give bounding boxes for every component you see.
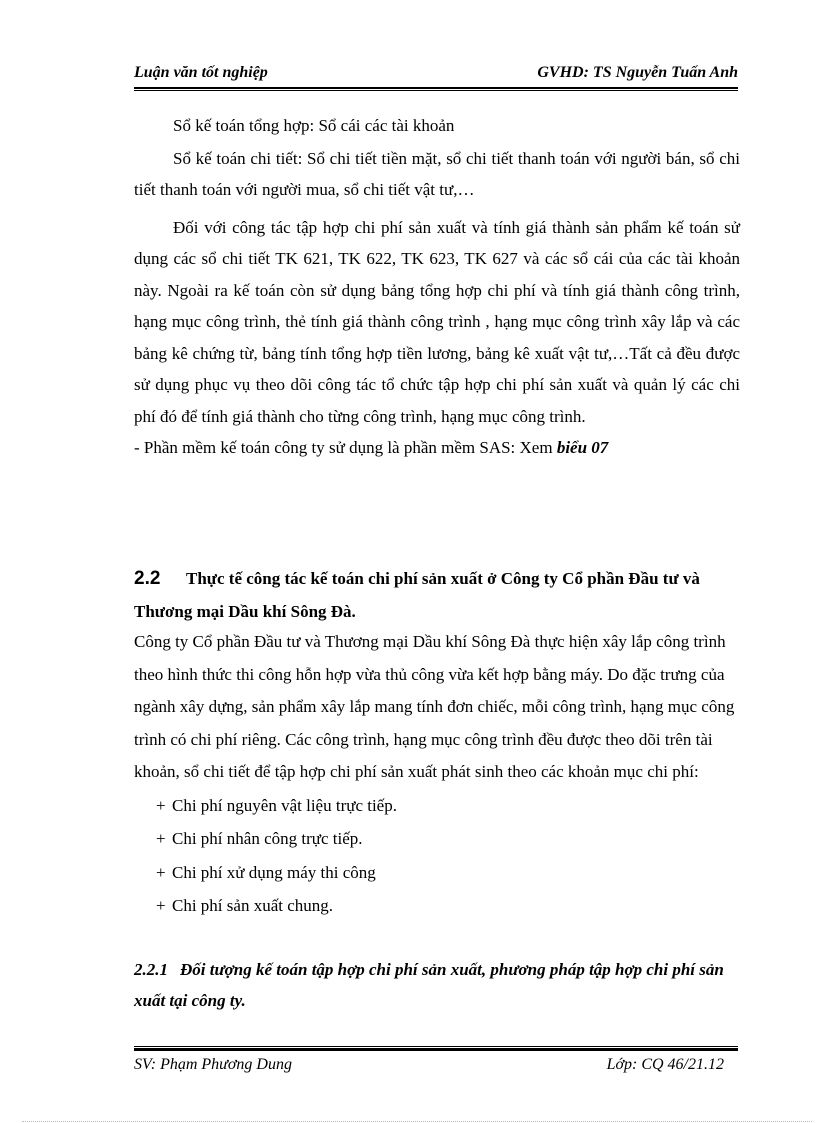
section-title: Thực tế công tác kế toán chi phí sản xuất ở Công ty Cổ phần Đầu tư và Thương mại Dầu khí Sông Đà. — [134, 569, 700, 621]
bullet-mark: + — [156, 862, 166, 882]
section-2-2-body — [134, 626, 740, 923]
section-number: 2.2 — [134, 568, 161, 589]
subsection-number: 2.2.1 — [134, 960, 168, 979]
bullet-mark: + — [156, 896, 166, 915]
paragraph-general-ledger: Sổ kế toán tổng hợp: Sổ cái các tài khoản — [173, 116, 455, 135]
list-item-text: Chi phí sản xuất chung. — [172, 896, 334, 915]
cost-items-list — [134, 789, 740, 923]
list-item-text: Chi phí xử dụng máy thi công — [172, 862, 376, 882]
footer-rule — [134, 1046, 738, 1051]
page-footer — [134, 1056, 724, 1074]
page-header — [134, 64, 738, 82]
list-item-text: Chi phí nguyên vật liệu trực tiếp. — [172, 795, 397, 815]
section-heading-2-2 — [134, 562, 740, 628]
list-item — [134, 822, 740, 856]
bullet-mark: + — [156, 829, 166, 848]
appendix-reference: biểu 07 — [556, 438, 609, 457]
software-text: - Phần mềm kế toán công ty sử dụng là phần mềm SAS: Xem — [134, 438, 557, 457]
header-thesis-label: Luận văn tốt nghiệp — [134, 64, 268, 81]
footer-student: SV: Phạm Phương Dung — [134, 1056, 292, 1073]
list-item — [134, 856, 740, 890]
page-bottom-edge — [22, 1121, 812, 1122]
section-heading-2-2-1 — [134, 954, 740, 1016]
header-rule — [134, 87, 738, 91]
paragraph-detail-ledger: Sổ kế toán chi tiết: Sổ chi tiết tiền mặt, sổ chi tiết thanh toán với người bán, sổ chi tiết thanh toán với người mua, sổ chi tiết vật tư,… — [134, 148, 740, 199]
footer-class: Lớp: CQ 46/21.12 — [606, 1056, 724, 1073]
paragraph-company-overview: Công ty Cổ phần Đầu tư và Thương mại Dầu khí Sông Đà thực hiện xây lắp công trình theo hình thức thi công hỗn hợp vừa thủ công vừa kết hợp bằng máy. Do đặc trưng của ngành xây dựng, sản phẩm xây lắp mang tính đơn chiếc, mỗi công trình, hạng mục công trình có chi phí riêng. Các công trình, hạng mục công trình đều được theo dõi trên tài khoản, sổ chi tiết để tập hợp chi phí sản xuất phát sinh theo các khoản mục chi phí: — [134, 632, 735, 781]
bullet-mark: + — [156, 795, 166, 815]
subsection-title: Đối tượng kế toán tập hợp chi phí sản xuất, phương pháp tập hợp chi phí sản xuất tại công ty. — [134, 960, 724, 1010]
list-item — [134, 889, 740, 923]
paragraph-software — [134, 432, 740, 464]
list-item — [134, 789, 740, 823]
paragraph-cost-accounting: Đối với công tác tập hợp chi phí sản xuất và tính giá thành sản phẩm kế toán sử dụng các sổ chi tiết TK 621, TK 622, TK 623, TK 627 và các sổ cái của các tài khoản này. Ngoài ra kế toán còn sử dụng bảng tổng hợp chi phí và tính giá thành công trình, hạng mục công trình, thẻ tính giá thành công trình , hạng mục công trình xây lắp và các bảng kê chứng từ, bảng tính tổng hợp tiền lương, bảng kê xuất vật tư,…Tất cả đều được sử dụng phục vụ theo dõi công tác tổ chức tập hợp chi phí sản xuất và quản lý các chi phí đó để tính giá thành cho từng công trình, hạng mục công trình. — [134, 217, 740, 426]
list-item-text: Chi phí nhân công trực tiếp. — [172, 829, 363, 848]
header-supervisor: GVHD: TS Nguyễn Tuấn Anh — [537, 64, 738, 81]
intro-block — [134, 110, 740, 464]
